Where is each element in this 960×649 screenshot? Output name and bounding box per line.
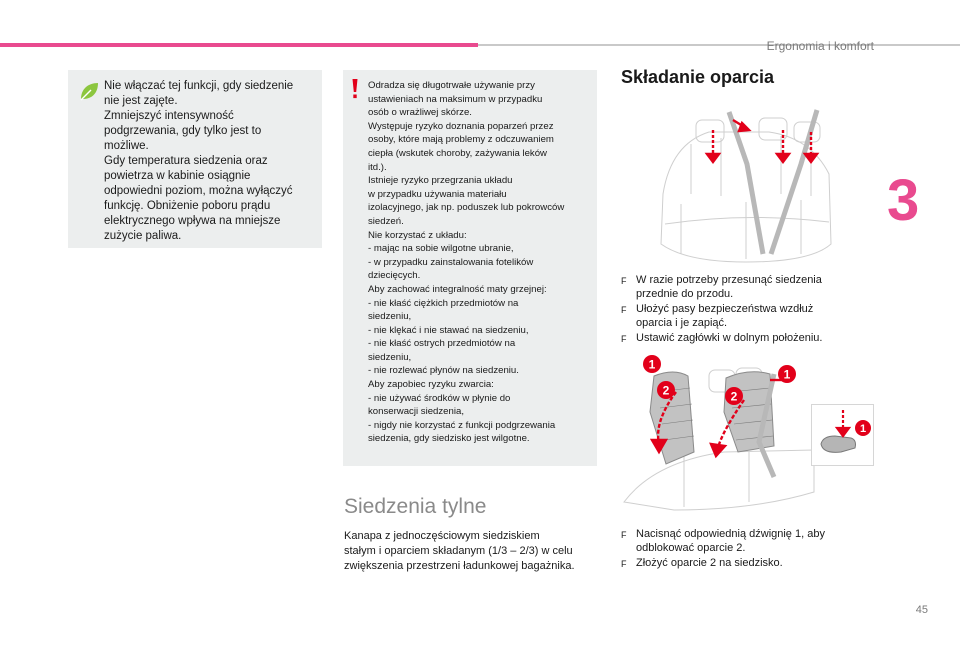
section-title: Ergonomia i komfort — [766, 39, 874, 53]
rear-seats-description: Kanapa z jednoczęściowym siedziskiem stałym i oparciem składanym (1/3 – 2/3) w celu zwiększenia przestrzeni ładunkowej bagażnika. — [344, 530, 575, 572]
warning-text: Odradza się długotrwałe używanie przy ustawieniach na maksimum w przypadku osób o wrażliwej skórze. Występuje ryzyko doznania poparzeń przez osoby, które mają problemy z odczuwaniem ciepła (wskutek choroby, zażywania leków itd.). Istnieje ryzyko przegrzania układu w przypadku używania materiału izolacyjnego, jak np. poduszek lub pokrowców siedzeń. Nie korzystać z układu: - mając na sobie wilgotne ubranie, - w przypadku zainstalowania fotelików dziecięcych. Aby zachować integralność maty grzejnej: - nie kłaść ciężkich przedmiotów na siedzeniu, - nie klękać i nie stawać na siedzeniu, - nie kłaść ostrych przedmiotów na siedzeniu, - nie rozlewać płynów na siedzeniu. Aby zapobiec ryzyku zwarcia: - nie używać środków w płynie do konserwacji siedzenia, - nigdy nie korzystać z funkcji podgrzewania siedzenia, gdy siedzisko jest wilgotne. — [368, 80, 565, 445]
step-marker: F — [621, 530, 627, 540]
callout-2-badge — [725, 387, 743, 405]
step-text: Nacisnąć odpowiednią dźwignię 1, aby odblokować oparcie 2. — [636, 528, 825, 554]
step-text: W razie potrzeby przesunąć siedzenia przednie do przodu. — [636, 274, 822, 300]
rear-seats-heading: Siedzenia tylne — [344, 495, 487, 518]
callout-label: 1 — [859, 423, 867, 435]
step-marker: F — [621, 559, 627, 569]
step-marker: F — [621, 334, 627, 344]
step-item — [621, 556, 881, 571]
header-divider — [478, 44, 960, 46]
step-marker: F — [621, 305, 627, 315]
header-accent-bar — [0, 43, 478, 47]
step-item — [621, 331, 881, 346]
chapter-number: 3 — [887, 168, 920, 233]
rear-seat-folding-illustration — [614, 352, 819, 512]
callout-label: 2 — [730, 389, 738, 404]
callout-2-badge — [657, 381, 675, 399]
step-item — [621, 273, 881, 301]
release-lever-detail-illustration — [811, 404, 874, 466]
callout-1-badge — [855, 420, 871, 436]
step-item — [621, 527, 881, 555]
callout-1-badge — [643, 355, 661, 373]
eco-note-text: Nie włączać tej funkcji, gdy siedzenie nie jest zajęte. Zmniejszyć intensywność podgrzewania, gdy tylko jest to możliwe. Gdy temperatura siedzenia oraz powietrza w kabinie osiągnie odpowiedni poziom, można wyłączyć funkcję. Obniżenie poboru prądu elektrycznego wpływa na mniejsze zużycie paliwa. — [104, 80, 294, 242]
callout-label: 1 — [648, 357, 656, 372]
callout-1-badge — [778, 365, 796, 383]
folding-steps-prepare — [621, 273, 881, 347]
leaf-eco-icon — [78, 80, 100, 102]
callout-label: 1 — [783, 367, 791, 382]
exclamation-warning-icon — [351, 78, 359, 100]
page-number: 45 — [915, 604, 928, 616]
folding-heading: Składanie oparcia — [621, 67, 775, 87]
step-text: Ustawić zagłówki w dolnym położeniu. — [636, 332, 823, 344]
step-marker: F — [621, 276, 627, 286]
step-item — [621, 302, 881, 330]
step-text: Złożyć oparcie 2 na siedzisko. — [636, 557, 783, 569]
rear-seat-headrests-illustration — [651, 104, 836, 266]
folding-steps-fold — [621, 527, 881, 572]
step-text: Ułożyć pasy bezpieczeństwa wzdłuż oparcia i je zapiąć. — [636, 303, 814, 329]
callout-label: 2 — [662, 383, 670, 398]
